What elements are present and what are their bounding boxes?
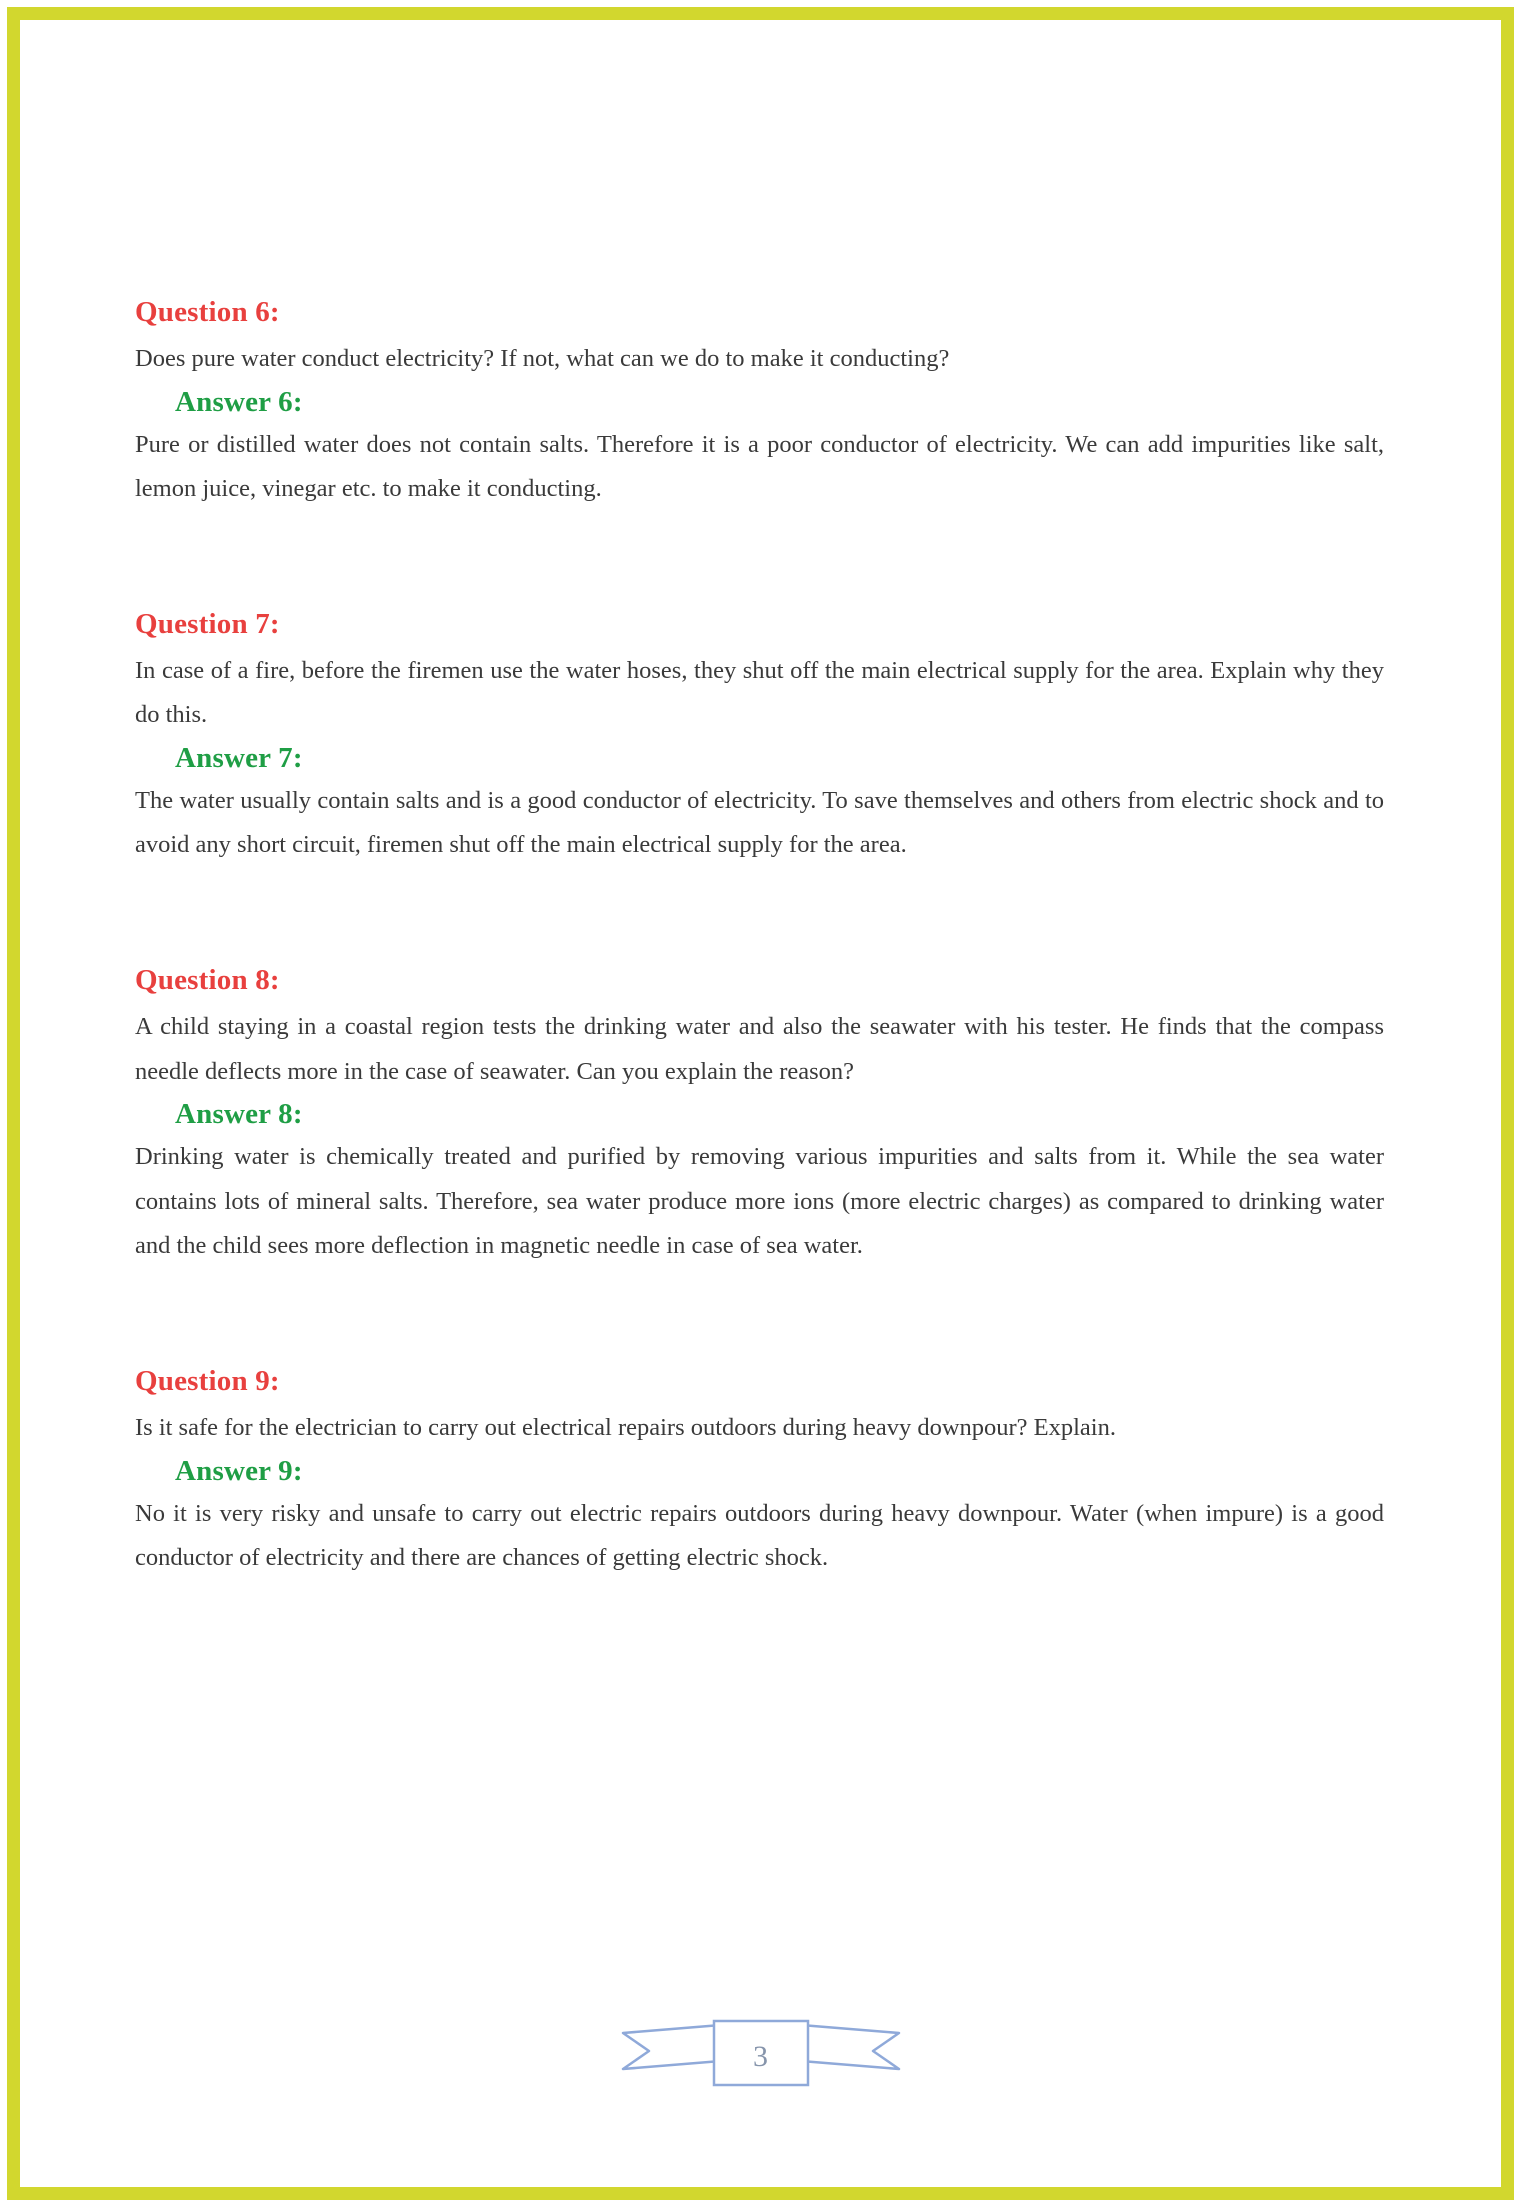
question-heading: Question 8: (135, 964, 280, 997)
answer-text: No it is very risky and unsafe to carry out electric repairs outdoors during heavy downpour. Water (when impure) is a good conductor of electricity and there are chances of getting electric shock. (135, 1499, 1384, 1572)
answer-heading: Answer 6: (175, 385, 303, 418)
question-heading: Question 6: (135, 296, 280, 328)
qa-block-question-7 (135, 608, 1384, 868)
answer-text: Pure or distilled water does not contain salts. Therefore it is a poor conductor of electricity. We can add impurities like salt, lemon juice, vinegar etc. to make it conducting. (135, 430, 1384, 503)
question-text: Is it safe for the electrician to carry out electrical repairs outdoors during heavy downpour? Explain. (135, 1413, 1116, 1441)
page-content (135, 296, 1384, 1581)
question-heading: Question 9: (135, 1364, 280, 1397)
answer-heading: Answer 8: (175, 1098, 303, 1131)
qa-block-question-8 (135, 964, 1384, 1269)
answer-text: Drinking water is chemically treated and purified by removing various impurities and salts from it. While the sea water contains lots of mineral salts. Therefore, sea water produce more ions (more electric charges) as compared to drinking water and the child sees more deflection in magnetic needle in case of sea water. (135, 1143, 1384, 1260)
answer-heading: Answer 7: (175, 741, 303, 774)
question-text: A child staying in a coastal region tests the drinking water and also the seawater with his tester. He finds that the compass needle deflects more in the case of seawater. Can you explain the reason? (135, 1013, 1384, 1085)
answer-text: The water usually contain salts and is a good conductor of electricity. To save themselves and others from electric shock and to avoid any short circuit, firemen shut off the main electrical supply for the area. (135, 786, 1384, 859)
qa-block-question-9 (135, 1365, 1384, 1581)
question-text: In case of a fire, before the firemen use the water hoses, they shut off the main electrical supply for the area. Explain why they do this. (135, 656, 1384, 729)
page-number: 3 (753, 2040, 768, 2073)
answer-heading: Answer 9: (175, 1454, 303, 1487)
question-text: Does pure water conduct electricity? If not, what can we do to make it conducting? (135, 345, 950, 372)
page-number-ribbon (611, 2011, 911, 2095)
question-heading: Question 7: (135, 607, 280, 640)
qa-block-question-6 (135, 296, 1384, 512)
